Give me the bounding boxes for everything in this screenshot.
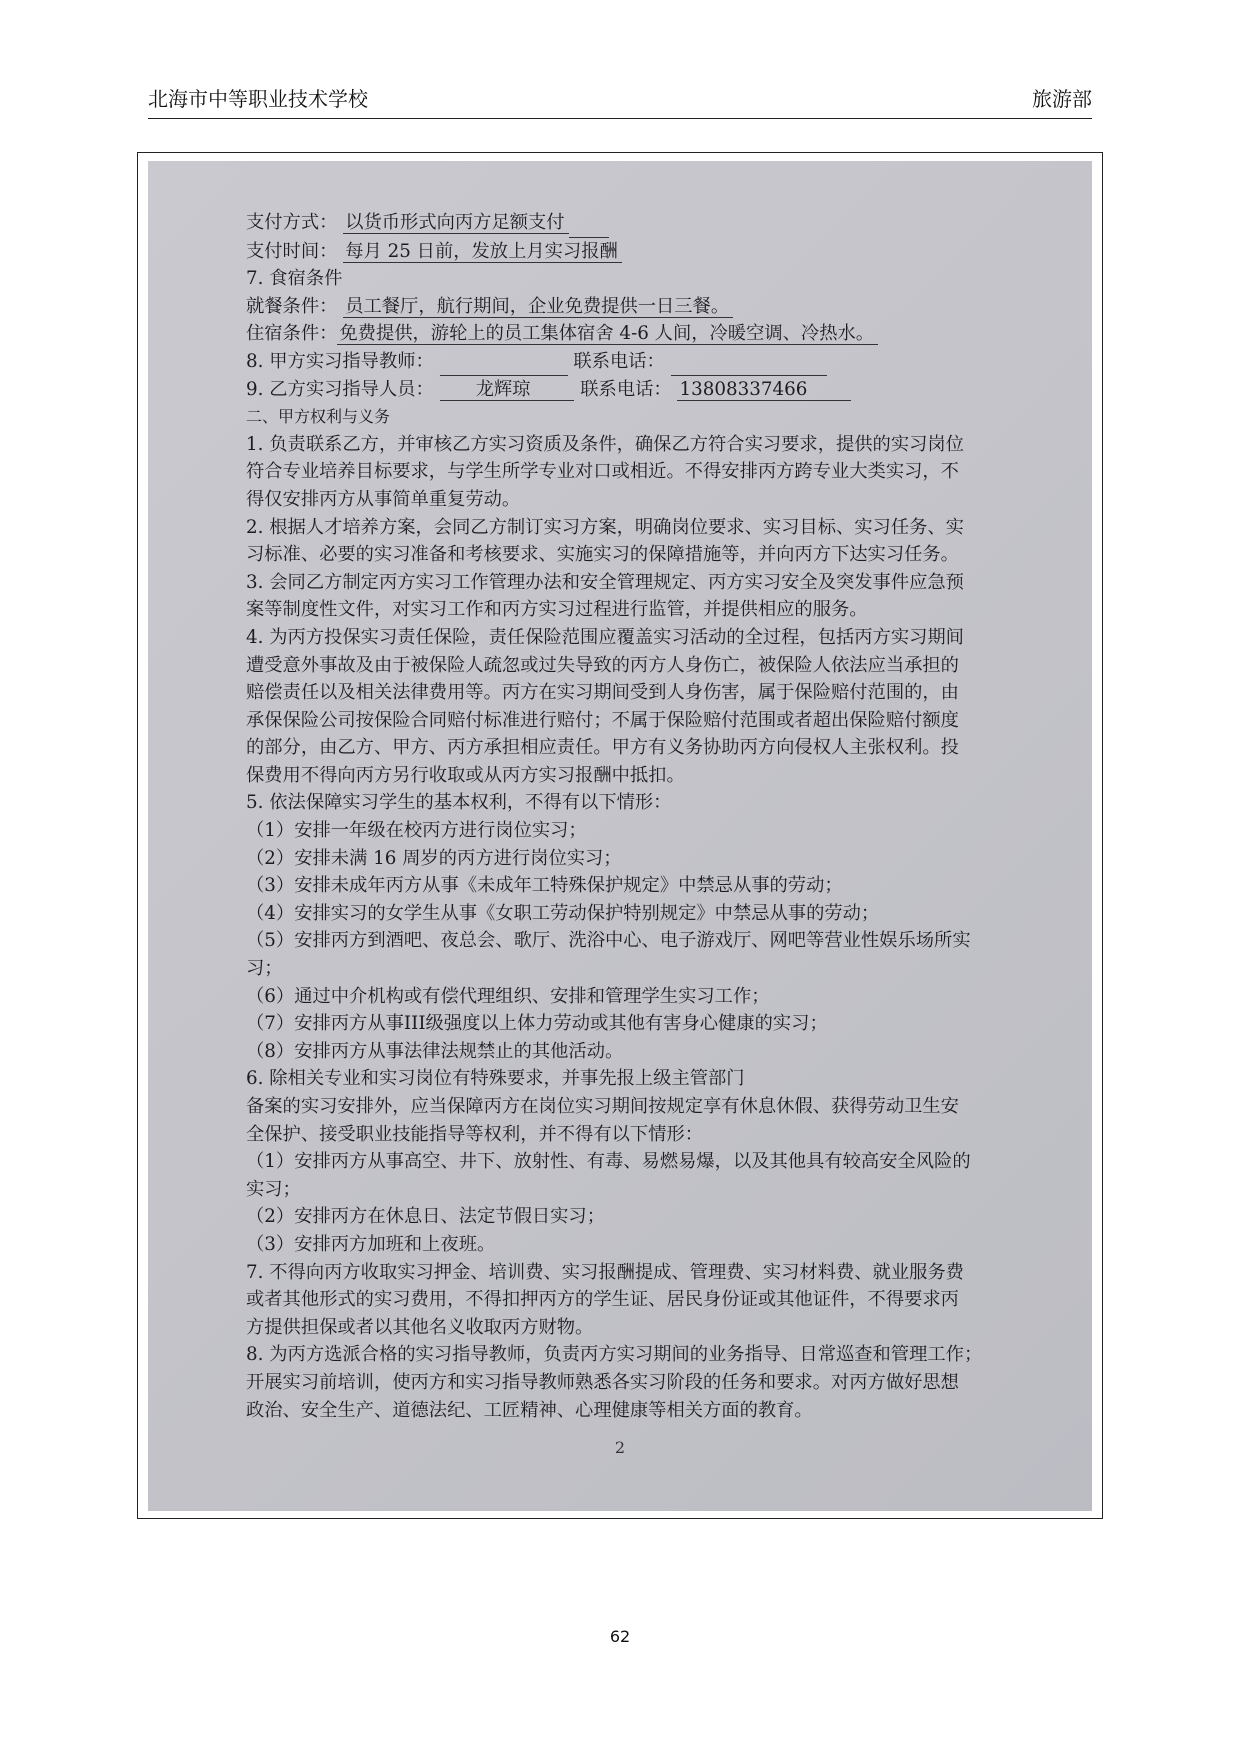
contract-line: 备案的实习安排外，应当保障丙方在岗位实习期间按规定享有休息休假、获得劳动卫生安 [246,1096,959,1117]
contract-line: 4. 为丙方投保实习责任保险，责任保险范围应覆盖实习活动的全过程，包括丙方实习期间 [246,626,964,648]
section-2-heading: 二、甲方权利与义务 [246,407,391,427]
contract-line: 承保保险公司按保险合同赔付标准进行赔付；不属于保险赔付范围或者超出保险赔付额度 [246,709,959,731]
contract-line: 8. 为丙方选派合格的实习指导教师，负责丙方实习期间的业务指导、日常巡查和管理工作； [246,1344,983,1366]
contract-line: 方提供担保或者以其他名义收取丙方财物。 [246,1316,594,1338]
contract-line: （1）安排一年级在校丙方进行岗位实习； [246,820,587,842]
contract-line: 的部分，由乙方、甲方、丙方承担相应责任。甲方有义务协助丙方向侵权人主张权利。投 [246,737,959,759]
pay-time-value: 每月 25 日前，发放上月实习报酬 [343,241,622,263]
contract-line: 2. 根据人才培养方案，会同乙方制订实习方案，明确岗位要求、实习目标、实习任务、实 [246,516,964,538]
contract-line: （2）安排未满 16 周岁的丙方进行岗位实习； [246,847,622,869]
teacher-phone-blank [671,357,827,376]
contract-line: 6. 除相关专业和实习岗位有特殊要求，并事先报上级主管部门 [246,1068,745,1090]
staff-phone: 13808337466 [677,379,851,401]
section-7-title: 7. 食宿条件 [246,268,343,290]
contract-line: 习； [246,958,283,980]
staff-name: 龙辉琼 [440,379,575,401]
contract-line: （4）安排实习的女学生从事《女职工劳动保护特别规定》中禁忌从事的劳动； [246,902,880,924]
contract-line: 实习； [246,1178,301,1200]
contract-body [246,431,1068,1424]
contract-line: 符合专业培养目标要求，与学生所学专业对口或相近。不得安排丙方跨专业大类实习，不 [246,461,959,483]
contract-line: 案等制度性文件，对实习工作和丙方实习过程进行监管，并提供相应的服务。 [246,599,868,621]
scan-frame [137,152,1103,1519]
contract-line: 全保护、接受职业技能指导等权利，并不得有以下情形： [246,1123,704,1145]
contract-line: （5）安排丙方到酒吧、夜总会、歌厅、洗浴中心、电子游戏厅、网吧等营业性娱乐场所实 [246,930,971,952]
scan-page-number: 2 [614,1438,626,1457]
contract-line: 开展实习前培训，使丙方和实习指导教师熟悉各实习阶段的任务和要求。对丙方做好思想 [246,1371,959,1393]
contract-line: 政治、安全生产、道德法纪、工匠精神、心理健康等相关方面的教育。 [246,1399,813,1421]
contract-line: 得仅安排丙方从事简单重复劳动。 [246,488,521,510]
contract-line: 7. 不得向丙方收取实习押金、培训费、实习报酬提成、管理费、实习材料费、就业服务费 [246,1261,964,1283]
contract-line: 3. 会同乙方制定丙方实习工作管理办法和安全管理规定、丙方实习安全及突发事件应急预 [246,571,964,593]
pay-time-line: 支付时间： 每月 25 日前，发放上月实习报酬 [246,238,1068,266]
footer-page-number: 62 [609,1627,631,1646]
pay-method-value: 以货币形式向丙方足额支付 [343,212,568,234]
contract-line: 赔偿责任以及相关法律费用等。丙方在实习期间受到人身伤害，属于保险赔付范围的，由 [246,682,959,704]
contract-line: 5. 依法保障实习学生的基本权利，不得有以下情形： [246,792,672,814]
scanned-contract-page [148,161,1092,1511]
contract-line: （6）通过中介机构或有偿代理组织、安排和管理学生实习工作； [246,985,770,1007]
contract-line: （8）安排丙方从事法律法规禁止的其他活动。 [246,1040,624,1062]
page-header [148,86,1092,119]
contract-line: 1. 负责联系乙方，并审核乙方实习资质及条件，确保乙方符合实习要求，提供的实习岗位 [246,433,964,455]
contract-line: （7）安排丙方从事III级强度以上体力劳动或其他有害身心健康的实习； [246,1013,828,1035]
meal-line: 就餐条件： 员工餐厅，航行期间，企业免费提供一日三餐。 [246,293,1068,321]
department-name: 旅游部 [1032,87,1092,111]
lodging-value: 免费提供，游轮上的员工集体宿舍 4-6 人间，冷暖空调、冷热水。 [337,323,878,345]
contract-line: 保费用不得向丙方另行收取或从丙方实习报酬中抵扣。 [246,764,685,786]
school-name: 北海市中等职业技术学校 [148,87,368,111]
contract-line: 或者其他形式的实习费用，不得扣押丙方的学生证、居民身份证或其他证件，不得要求丙 [246,1289,959,1311]
contract-line: （2）安排丙方在休息日、法定节假日实习； [246,1206,605,1228]
contract-line: （3）安排丙方加班和上夜班。 [246,1233,496,1255]
supervisor-teacher-line: 8. 甲方实习指导教师： 联系电话： [246,348,1068,376]
teacher-name-blank [440,357,568,376]
pay-method-line: 支付方式： 以货币形式向丙方足额支付 [246,209,1068,238]
meal-value: 员工餐厅，航行期间，企业免费提供一日三餐。 [343,296,733,318]
lodging-line: 住宿条件： 免费提供，游轮上的员工集体宿舍 4-6 人间，冷暖空调、冷热水。 [246,320,1068,348]
contract-line: （1）安排丙方从事高空、井下、放射性、有毒、易燃易爆，以及其他具有较高安全风险的 [246,1151,971,1173]
supervisor-staff-line: 9. 乙方实习指导人员： 龙辉琼 联系电话： 13808337466 [246,376,1068,404]
contract-line: 遭受意外事故及由于被保险人疏忽或过失导致的丙方人身伤亡，被保险人依法应当承担的 [246,654,959,676]
contract-line: （3）安排未成年丙方从事《未成年工特殊保护规定》中禁忌从事的劳动； [246,875,843,897]
contract-line: 习标准、必要的实习准备和考核要求、实施实习的保障措施等，并向丙方下达实习任务。 [246,544,959,566]
